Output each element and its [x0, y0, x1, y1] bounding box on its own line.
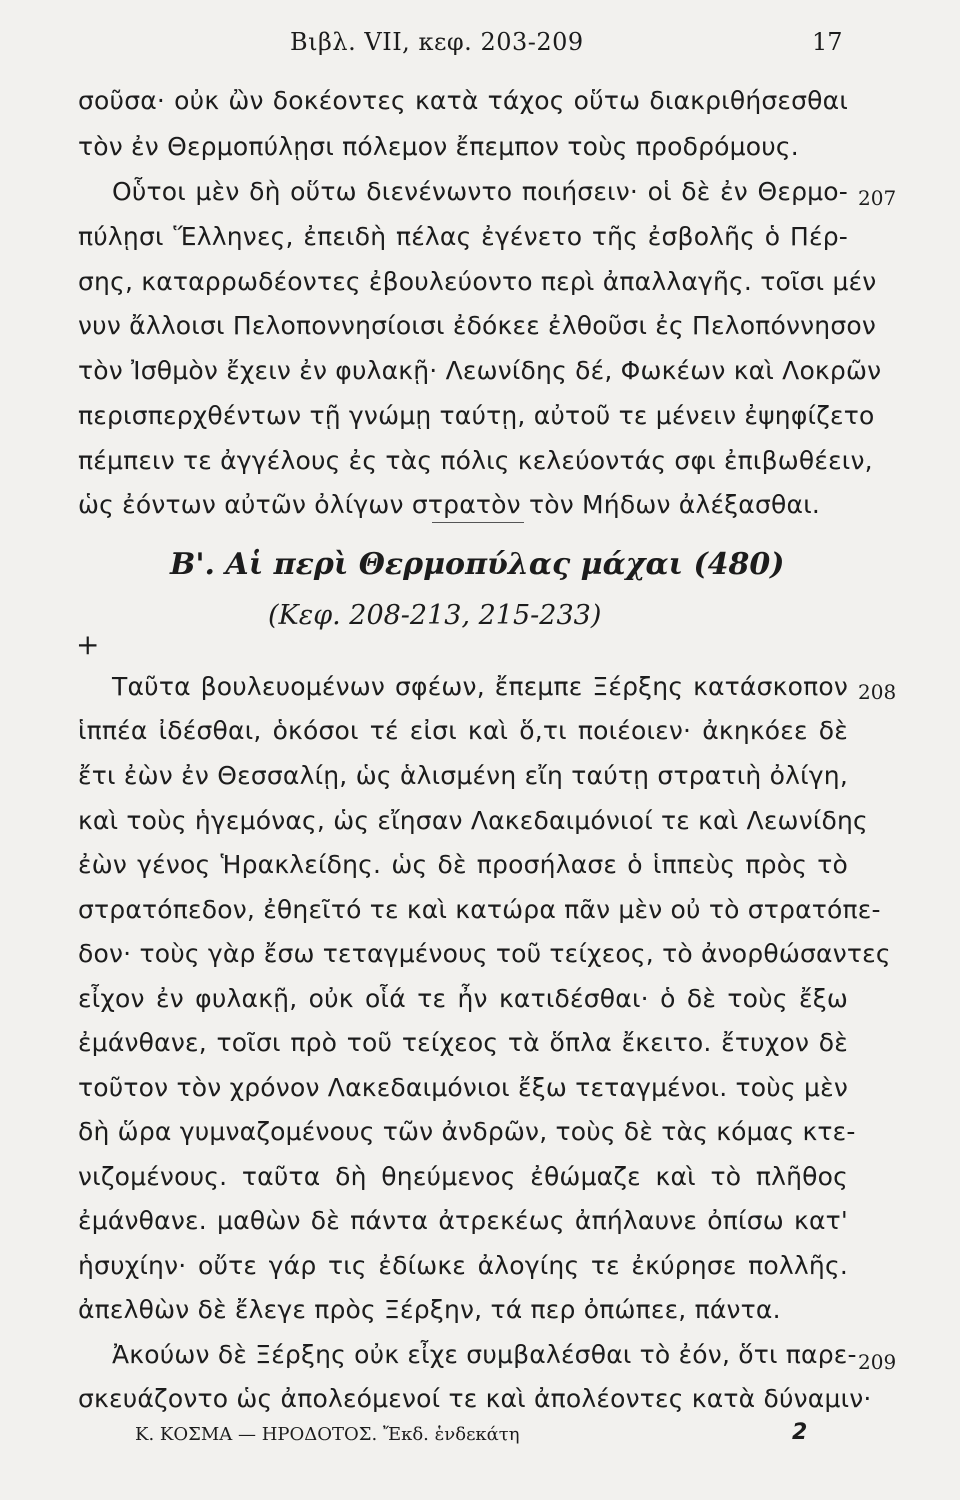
text-line: περισπερχθέντων τῇ γνώμῃ ταύτῃ, αὐτοῦ τε μένειν ἐψηφίζετο — [78, 401, 875, 430]
text-line: νυν ἄλλοισι Πελοποννησίοισι ἐδόκεε ἐλθοῦσι ἐς Πελοπόννησον — [78, 311, 877, 340]
page-header — [0, 24, 960, 64]
footer-imprint: Κ. ΚΟΣΜΑ — ΗΡΟΔΟΤΟΣ. Ἔκδ. ἑνδεκάτη — [135, 1424, 520, 1445]
text-line: στρατόπεδον, ἐθηεῖτό τε καὶ κατώρα πᾶν μὲν οὐ τὸ στρατόπε- — [78, 895, 881, 924]
text-line: τοῦτον τὸν χρόνον Λακεδαιμόνιοι ἔξω τεταγμένοι. τοὺς μὲν — [78, 1073, 848, 1102]
text-line: Οὗτοι μὲν δὴ οὕτω διενένωντο ποιήσειν· οἱ δὲ ἐν Θερμο- — [112, 177, 848, 206]
text-line: ἱππέα ἰδέσθαι, ὁκόσοι τέ εἰσι καὶ ὅ,τι ποιέοιεν· ἀκηκόεε δὲ — [78, 716, 848, 745]
text-line: σης, καταρρωδέοντες ἐβουλεύοντο περὶ ἀπαλλαγῆς. τοῖσι μέν — [78, 267, 877, 296]
margin-chapter-number: 207 — [858, 186, 897, 210]
text-line: ἀπελθὼν δὲ ἔλεγε πρὸς Ξέρξην, τά περ ὀπώπεε, πάντα. — [78, 1295, 781, 1324]
margin-chapter-number: 208 — [858, 680, 897, 704]
text-line: Ἀκούων δὲ Ξέρξης οὐκ εἶχε συμβαλέσθαι τὸ ἐόν, ὅτι παρε- — [112, 1340, 857, 1369]
margin-chapter-number: 209 — [858, 1350, 897, 1374]
chapter-range: (Κεφ. 208-213, 215-233) — [268, 600, 602, 631]
signature-mark: 2 — [792, 1420, 808, 1445]
text-line: Ταῦτα βουλευομένων σφέων, ἔπεμπε Ξέρξης κατάσκοπον — [112, 672, 848, 701]
text-line: εἶχον ἐν φυλακῇ, οὐκ οἷά τε ἦν κατιδέσθαι· ὁ δὲ τοὺς ἔξω — [78, 984, 848, 1013]
text-line: σκευάζοντο ὡς ἀπολεόμενοί τε καὶ ἀπολέοντες κατὰ δύναμιν· — [78, 1384, 872, 1413]
text-line: τὸν ἐν Θερμοπύλῃσι πόλεμον ἔπεμπον τοὺς προδρόμους. — [78, 132, 799, 161]
text-line: πύλῃσι Ἕλληνες, ἐπειδὴ πέλας ἐγένετο τῆς ἐσβολῆς ὁ Πέρ- — [78, 222, 848, 251]
text-line: τὸν Ἰσθμὸν ἔχειν ἐν φυλακῇ· Λεωνίδης δέ, Φωκέων καὶ Λοκρῶν — [78, 356, 882, 385]
text-line: δὴ ὥρα γυμναζομένους τῶν ἀνδρῶν, τοὺς δὲ τὰς κόμας κτε- — [78, 1117, 856, 1146]
running-head: Βιβλ. VII, κεφ. 203-209 — [290, 28, 584, 56]
text-line: σοῦσα· οὐκ ὢν δοκέοντες κατὰ τάχος οὕτω διακριθήσεσθαι — [78, 86, 848, 115]
text-line: ἐμάνθανε, τοῖσι πρὸ τοῦ τείχεος τὰ ὅπλα ἔκειτο. ἔτυχον δὲ — [78, 1028, 848, 1057]
text-line: πέμπειν τε ἀγγέλους ἐς τὰς πόλις κελεύοντάς σφι ἐπιβωθέειν, — [78, 446, 873, 475]
text-line: ἡσυχίην· οὔτε γάρ τις ἐδίωκε ἀλογίης τε ἐκύρησε πολλῆς. — [78, 1251, 848, 1280]
text-line: ἐμάνθανε. μαθὼν δὲ πάντα ἀτρεκέως ἀπήλαυνε ὀπίσω κατ' — [78, 1206, 848, 1235]
margin-mark: + — [76, 628, 100, 661]
text-line: νιζομένους. ταῦτα δὴ θηεύμενος ἐθώμαζε καὶ τὸ πλῆθος — [78, 1162, 848, 1191]
text-line: δον· τοὺς γὰρ ἔσω τεταγμένους τοῦ τείχεος, τὸ ἀνορθώσαντες — [78, 939, 891, 968]
page-number: 17 — [812, 28, 843, 56]
text-line: ὡς ἐόντων αὐτῶν ὀλίγων στρατὸν τὸν Μήδων ἀλέξασθαι. — [78, 490, 821, 519]
text-line: ἐὼν γένος Ἡρακλείδης. ὡς δὲ προσήλασε ὁ ἱππεὺς πρὸς τὸ — [78, 850, 848, 879]
text-line: ἔτι ἐὼν ἐν Θεσσαλίῃ, ὡς ἁλισμένη εἴη ταύτῃ στρατιὴ ὀλίγη, — [78, 761, 848, 790]
section-title: Β'. Αἱ περὶ Θερμοπύλας μάχαι (480) — [170, 547, 785, 582]
text-line: καὶ τοὺς ἡγεμόνας, ὡς εἴησαν Λακεδαιμόνιοί τε καὶ Λεωνίδης — [78, 806, 868, 835]
section-divider — [432, 522, 524, 523]
